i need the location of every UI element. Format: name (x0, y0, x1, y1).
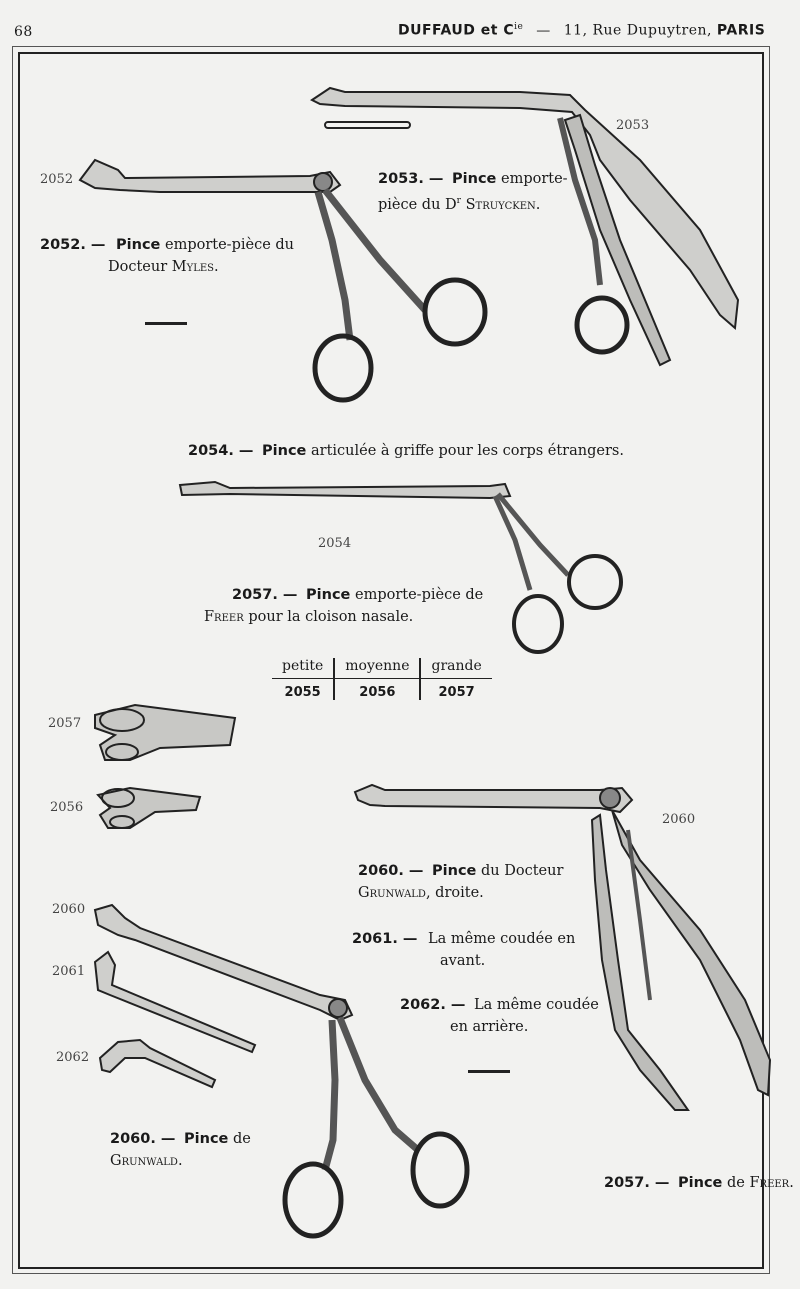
caption-2054-bold: Pince (262, 443, 307, 459)
forceps-2053-illustration (312, 88, 738, 365)
header-city: PARIS (716, 22, 766, 39)
size-value-2057: 2057 (438, 685, 475, 700)
company-name: DUFFAUD et C (398, 22, 515, 39)
company-sup: ie (514, 22, 524, 32)
caption-2052-bold: Pince (116, 237, 161, 253)
separator-rule-2 (468, 1070, 510, 1073)
caption-2052-number: 2052. — (40, 237, 106, 253)
size-header-petite: petite (272, 658, 334, 679)
caption-2060-bold: Pince (432, 863, 477, 879)
figure-number-2062: 2062 (56, 1050, 90, 1065)
caption-2062-line2: en arrière. (450, 1019, 529, 1035)
caption-2057b-text: de (727, 1175, 745, 1191)
caption-2060-name: Grunwald, (358, 885, 431, 901)
caption-2057-freer (604, 1172, 794, 1194)
caption-2057-line2: pour la cloison nasale. (248, 609, 414, 625)
caption-2061-text: La même coudée en (428, 931, 576, 947)
caption-2053-line2: pièce du D (378, 196, 457, 213)
caption-2060b-bold: Pince (184, 1131, 229, 1147)
caption-2053-number: 2053. — (378, 171, 444, 187)
caption-2060-number: 2060. — (358, 863, 424, 879)
sizes-table-header-row (272, 658, 492, 679)
caption-2054-text: articulée à griffe pour les corps étrangers. (311, 443, 624, 459)
size-value-2056: 2056 (334, 679, 420, 701)
caption-2057-bold: Pince (306, 587, 351, 603)
caption-2053-name: Struycken. (465, 196, 541, 213)
tip-2056-illustration (98, 788, 200, 828)
sizes-table-value-row (272, 679, 492, 701)
tip-2057-illustration (95, 705, 235, 760)
size-value-2055: 2055 (272, 679, 334, 701)
figure-number-2052: 2052 (40, 172, 74, 187)
caption-2052-name: Myles. (171, 259, 219, 275)
figure-number-2061: 2061 (52, 964, 86, 979)
caption-2052 (40, 234, 300, 278)
caption-2057 (204, 584, 494, 628)
caption-2052-text: emporte-pièce du (165, 237, 295, 253)
caption-2053-bold: Pince (452, 171, 497, 187)
caption-2061-number: 2061. — (352, 931, 418, 947)
figure-number-2053: 2053 (616, 118, 650, 133)
header-dash: — (536, 22, 551, 39)
figure-number-2060-left: 2060 (52, 902, 86, 917)
caption-2060-text: du Docteur (481, 863, 564, 879)
caption-2062-number: 2062. — (400, 997, 466, 1013)
caption-2057-number: 2057. — (232, 587, 298, 603)
caption-2060b-name: Grunwald. (110, 1153, 183, 1169)
caption-2060b-text: de (233, 1131, 251, 1147)
caption-2060-line2: droite. (435, 885, 484, 901)
caption-2061 (352, 928, 592, 972)
caption-2054 (188, 440, 624, 462)
separator-rule (145, 322, 187, 325)
caption-2061-line2: avant. (440, 953, 486, 969)
size-header-moyenne: moyenne (334, 658, 420, 679)
figure-number-2057: 2057 (48, 716, 82, 731)
figure-number-2060-right: 2060 (662, 812, 696, 827)
figure-number-2054: 2054 (318, 536, 352, 551)
caption-2062-text: La même coudée (474, 997, 599, 1013)
caption-2062 (400, 994, 600, 1038)
caption-2053-text: emporte- (501, 171, 568, 187)
caption-2052-line2: Docteur (108, 259, 168, 275)
header-address: 11, Rue Dupuytren, (563, 22, 712, 39)
figure-number-2056: 2056 (50, 800, 84, 815)
caption-2060b-number: 2060. — (110, 1131, 176, 1147)
caption-2053 (378, 168, 578, 216)
size-header-grande: grande (420, 658, 491, 679)
caption-2057-name: Freer (204, 609, 244, 625)
caption-2057b-number: 2057. — (604, 1175, 670, 1191)
page-number: 68 (14, 24, 33, 40)
caption-2054-number: 2054. — (188, 443, 254, 459)
caption-2057b-bold: Pince (678, 1175, 723, 1191)
caption-2053-sup: r (456, 196, 461, 206)
tip-2062-illustration (100, 1040, 215, 1087)
caption-2057b-name: Freer. (749, 1175, 794, 1191)
caption-2057-text: emporte-pièce de (355, 587, 484, 603)
caption-2060-straight (358, 860, 588, 904)
sizes-table (272, 658, 492, 700)
caption-2060-grunwald (110, 1128, 310, 1172)
